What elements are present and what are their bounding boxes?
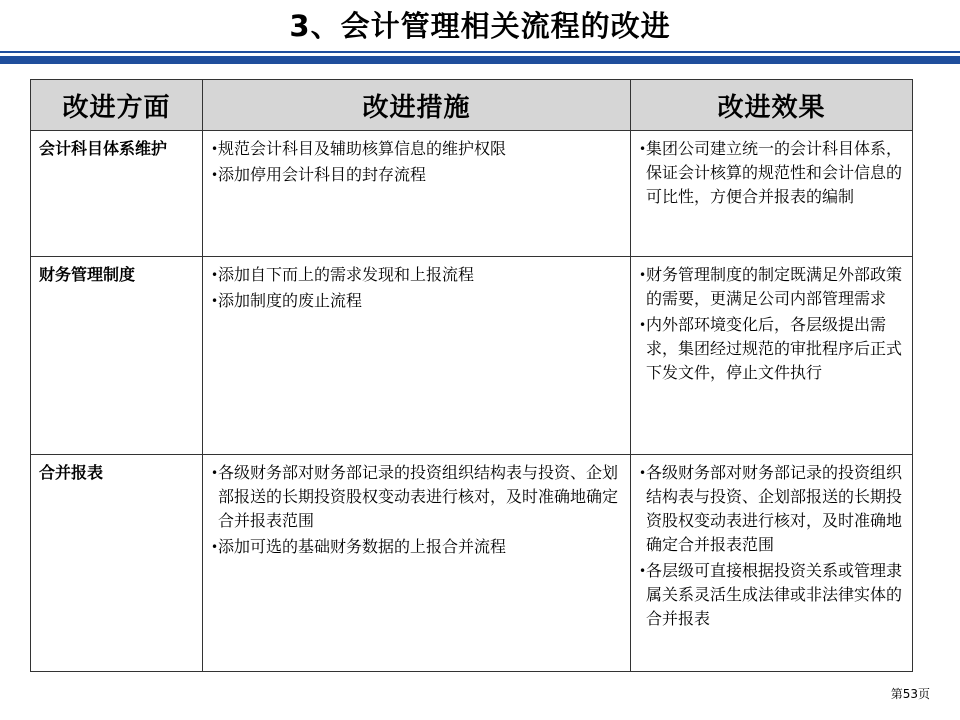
- bullet-icon: •: [639, 268, 647, 282]
- effect-text: 内外部环境变化后，各层级提出需求，集团经过规范的审批程序后正式下发文件，停止文件执行: [646, 315, 903, 382]
- aspect-cell: 合并报表: [31, 455, 203, 672]
- list-item: [211, 137, 624, 161]
- measure-text: 各级财务部对财务部记录的投资组织结构表与投资、企划部报送的长期投资股权变动表进行核对，及时准确地确定合并报表范围: [218, 463, 619, 530]
- bullet-icon: •: [211, 168, 219, 182]
- aspect-cell: 财务管理制度: [31, 257, 203, 455]
- list-item: [211, 163, 624, 187]
- effects-cell: [631, 257, 913, 455]
- effect-text: 各层级可直接根据投资关系或管理隶属关系灵活生成法律或非法律实体的合并报表: [646, 561, 903, 628]
- measure-text: 添加制度的废止流程: [218, 291, 363, 310]
- bullet-icon: •: [639, 564, 647, 578]
- measure-text: 添加停用会计科目的封存流程: [218, 165, 427, 184]
- bullet-icon: •: [639, 142, 647, 156]
- table-row: [31, 257, 913, 455]
- list-item: [639, 461, 906, 557]
- list-item: [211, 289, 624, 313]
- bullet-icon: •: [211, 540, 219, 554]
- aspect-cell: 会计科目体系维护: [31, 131, 203, 257]
- bullet-icon: •: [211, 294, 219, 308]
- slide-title: 3、会计管理相关流程的改进: [289, 9, 671, 43]
- page-number: 第53页: [890, 687, 930, 701]
- measures-cell: [203, 257, 631, 455]
- effects-cell: [631, 131, 913, 257]
- effect-text: 集团公司建立统一的会计科目体系，保证会计核算的规范性和会计信息的可比性，方便合并报表的编制: [646, 139, 903, 206]
- list-item: [211, 535, 624, 559]
- measure-text: 规范会计科目及辅助核算信息的维护权限: [218, 139, 507, 158]
- measures-cell: [203, 131, 631, 257]
- bullet-icon: •: [639, 466, 647, 480]
- title-divider-thin: [0, 51, 960, 53]
- bullet-icon: •: [211, 466, 219, 480]
- list-item: [639, 313, 906, 385]
- bullet-icon: •: [211, 268, 219, 282]
- header-measures: 改进措施: [203, 80, 631, 131]
- table-header-row: [31, 80, 913, 131]
- measure-text: 添加自下而上的需求发现和上报流程: [218, 265, 475, 284]
- list-item: [211, 461, 624, 533]
- title-divider-thick: [0, 56, 960, 64]
- list-item: [211, 263, 624, 287]
- table-row: [31, 131, 913, 257]
- measures-cell: [203, 455, 631, 672]
- bullet-icon: •: [639, 318, 647, 332]
- measure-text: 添加可选的基础财务数据的上报合并流程: [218, 537, 507, 556]
- header-aspect: 改进方面: [31, 80, 203, 131]
- bullet-icon: •: [211, 142, 219, 156]
- list-item: [639, 263, 906, 311]
- list-item: [639, 137, 906, 209]
- improvement-table: [30, 79, 913, 672]
- effect-text: 各级财务部对财务部记录的投资组织结构表与投资、企划部报送的长期投资股权变动表进行核对，及时准确地确定合并报表范围: [646, 463, 903, 554]
- effect-text: 财务管理制度的制定既满足外部政策的需要，更满足公司内部管理需求: [646, 265, 903, 308]
- table-row: [31, 455, 913, 672]
- effects-cell: [631, 455, 913, 672]
- header-effects: 改进效果: [631, 80, 913, 131]
- list-item: [639, 559, 906, 631]
